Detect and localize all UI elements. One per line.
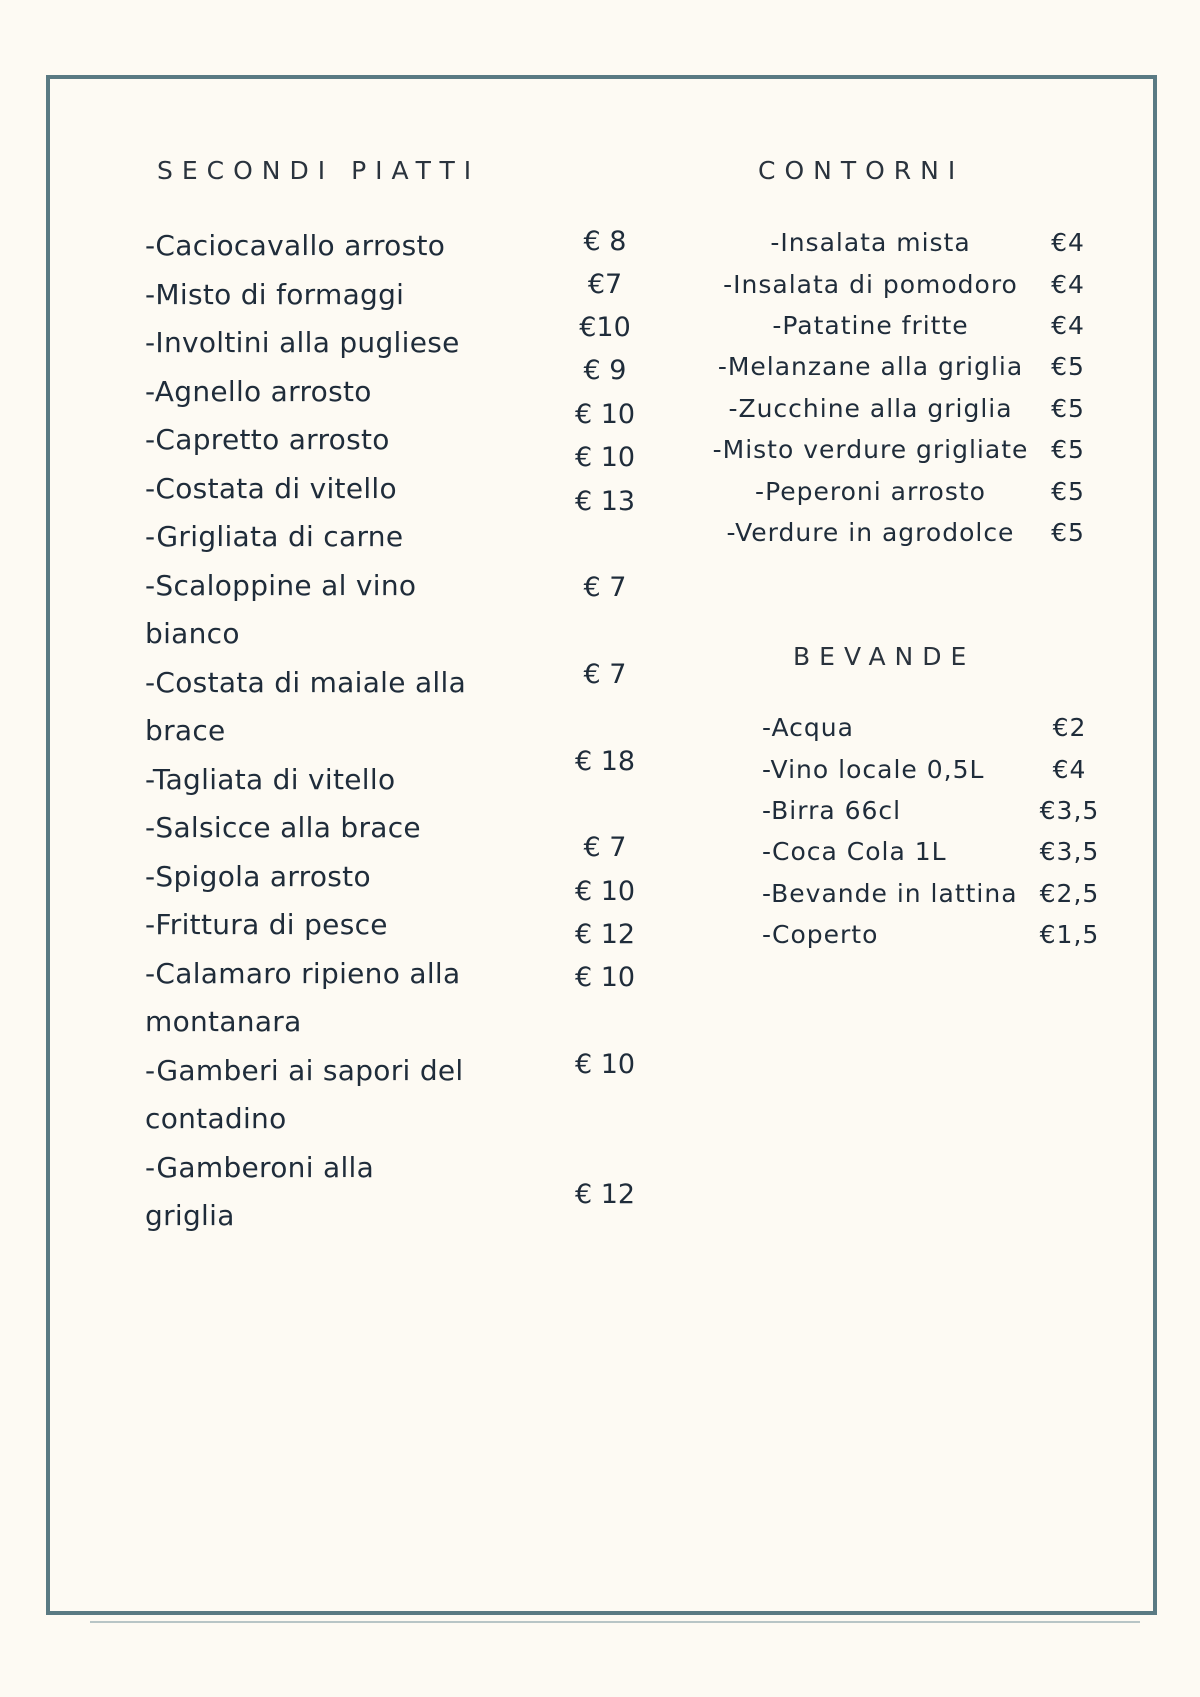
menu-item: -Agnello arrosto — [145, 374, 372, 408]
menu-row — [762, 873, 1107, 914]
menu-row — [698, 305, 1093, 346]
menu-item: -Capretto arrosto — [145, 423, 390, 456]
menu-item: -Patatine fritte — [772, 310, 969, 340]
menu-price: € 10 — [574, 1049, 636, 1080]
menu-item: -Tagliata di vitello — [145, 762, 396, 796]
menu-row — [698, 512, 1093, 553]
menu-price: € 7 — [583, 659, 627, 690]
menu-price: € 10 — [574, 442, 636, 473]
menu-item: -Misto di formaggi — [145, 277, 405, 311]
bevande-list — [762, 707, 1107, 955]
secondi-piatti-heading: SECONDI PIATTI — [157, 156, 481, 185]
menu-price: € 12 — [574, 919, 636, 950]
menu-item: -Zucchine alla griglia — [728, 393, 1013, 423]
menu-row — [698, 388, 1093, 429]
menu-price: €4 — [1051, 310, 1085, 340]
menu-price: €5 — [1051, 352, 1085, 382]
contorni-heading: CONTORNI — [758, 156, 965, 185]
menu-row — [762, 707, 1107, 748]
menu-price: €4 — [1051, 269, 1085, 299]
menu-item: -Involtini alla pugliese — [145, 326, 460, 359]
menu-price: € 10 — [574, 399, 636, 430]
menu-item: -Gamberoni alla griglia — [145, 1150, 375, 1232]
menu-price: € 10 — [574, 962, 636, 993]
menu-price: €5 — [1051, 517, 1085, 547]
menu-price: €2 — [1052, 713, 1087, 743]
contorni-list — [698, 222, 1093, 553]
menu-price: € 13 — [574, 486, 636, 517]
menu-item: -Gamberi ai sapori del contadino — [145, 1053, 464, 1135]
menu-price: € 7 — [583, 832, 627, 863]
menu-row — [698, 346, 1093, 387]
menu-price: €5 — [1051, 476, 1085, 506]
menu-price: €5 — [1051, 435, 1085, 465]
secondi-piatti-list — [145, 222, 515, 1241]
menu-price: € 18 — [574, 746, 636, 777]
menu-item: -Salsicce alla brace — [145, 811, 421, 844]
menu-price: €5 — [1051, 393, 1085, 423]
menu-item: -Bevande in lattina — [762, 878, 1018, 908]
menu-item: -Insalata di pomodoro — [723, 269, 1018, 299]
menu-row — [762, 790, 1107, 831]
menu-item: -Misto verdure grigliate — [712, 435, 1029, 465]
menu-price: €3,5 — [1039, 837, 1100, 867]
menu-price: €7 — [587, 269, 623, 300]
menu-row — [762, 748, 1107, 789]
menu-item: -Scaloppine al vino bianco — [145, 568, 417, 650]
bevande-heading: BEVANDE — [793, 642, 976, 671]
menu-price: €4 — [1052, 754, 1087, 784]
menu-item: -Costata di maiale alla brace — [145, 665, 467, 747]
menu-price: € 9 — [583, 355, 627, 386]
menu-row — [698, 470, 1093, 511]
menu-item: -Coca Cola 1L — [762, 837, 947, 867]
menu-item: -Calamaro ripieno alla montanara — [145, 956, 461, 1038]
menu-price: € 10 — [574, 876, 636, 907]
menu-row — [698, 222, 1093, 263]
menu-price: € 7 — [583, 572, 627, 603]
menu-price: €2,5 — [1039, 878, 1100, 908]
menu-row — [762, 914, 1107, 955]
menu-row — [698, 263, 1093, 304]
menu-item: -Coperto — [762, 920, 879, 950]
menu-item: -Costata di vitello — [145, 471, 397, 505]
menu-item: -Peperoni arrosto — [755, 476, 986, 506]
menu-price: € 12 — [574, 1179, 636, 1210]
menu-price: € 8 — [583, 226, 627, 257]
menu-row — [762, 831, 1107, 872]
menu-item: -Insalata mista — [770, 228, 971, 258]
menu-price: €4 — [1051, 228, 1085, 258]
menu-item: -Spigola arrosto — [145, 859, 371, 893]
menu-price: €10 — [579, 312, 631, 343]
menu-item: -Grigliata di carne — [145, 520, 404, 553]
menu-item: -Melanzane alla griglia — [717, 352, 1024, 382]
border-brush-stroke — [90, 1621, 1140, 1623]
menu-item: -Acqua — [762, 713, 854, 743]
menu-price: €1,5 — [1039, 920, 1100, 950]
menu-item: -Frittura di pesce — [145, 908, 388, 941]
menu-item: -Birra 66cl — [762, 795, 902, 825]
menu-item: -Vino locale 0,5L — [762, 754, 985, 784]
menu-item: -Verdure in agrodolce — [726, 517, 1015, 547]
menu-row — [698, 429, 1093, 470]
menu-price: €3,5 — [1039, 795, 1100, 825]
menu-item: -Caciocavallo arrosto — [145, 229, 446, 262]
